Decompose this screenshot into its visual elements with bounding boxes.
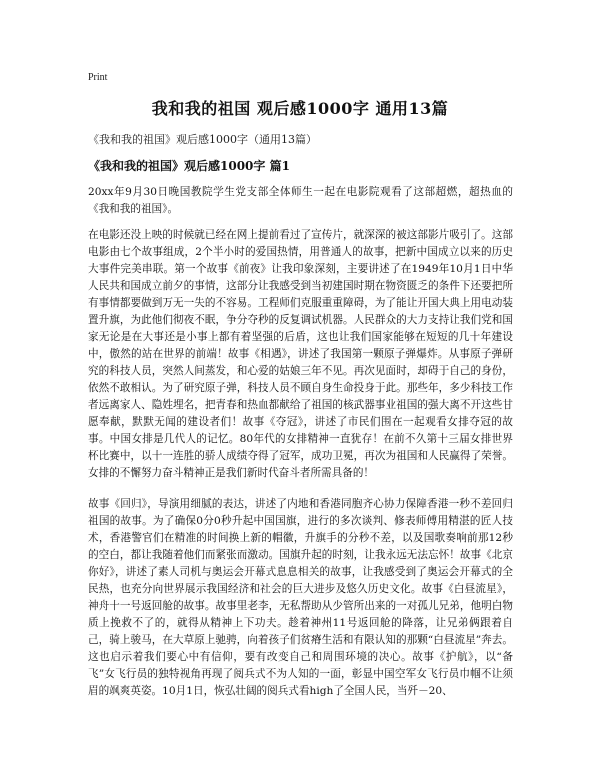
- document-subtitle: 《我和我的祖国》观后感1000字（通用13篇）: [88, 133, 317, 146]
- paragraph-stories-part-1: 在电影还没上映的时候就已经在网上提前看过了宣传片，就深深的被这部影片吸引了。这部电影由七个故事组成，2个半小时的爱国热情，用普通人的故事，把新中国成立以来的历史大事件完美串联。第一个故事《前夜》让我印象深刻，主要讲述了在1949年10月1日中华人民共和国成立前夕的事情，这部分让我感受到当初建国时期在物资匮乏的条件下还要把所有事情都要做到万无一失的不容易。工程师们克服重重障碍，为了能让开国大典上用电动装置升旗，为此他们彻夜不眠，争分夺秒的反复调试机器。人民群众的大力支持让我们党和国家无论是在大事还是小事上都有着坚强的后盾，这也让我们国家能够在短短的几十年建设中，傲然的站在世界的前端！故事《相遇》，讲述了我国第一颗原子弹爆炸。从事原子弹研究的科技人员，突然人间蒸发，和心爱的姑娘三年不见。再次见面时，却碍于自己的身份，依然不敢相认。为了研究原子弹，科技人员不顾自身生命投身于此。那些年，多少科技工作者远离家人、隐姓埋名，把青春和热血都献给了祖国的核武器事业祖国的强大离不开这些甘愿奉献，默默无闻的建设者们！故事《夺冠》，讲述了市民们围在一起观看女排夺冠的故事。中国女排是几代人的记忆。80年代的女排精神一直犹存！在前不久第十三届女排世界杯比赛中，以十一连胜的骄人成绩夺得了冠军，成功卫冕，再次为祖国和人民赢得了荣誉。女排的不懈努力奋斗精神正是我们新时代奋斗者所需具备的！: [88, 229, 513, 479]
- paragraph-stories-part-2: 故事《回归》，导演用细腻的表达，讲述了内地和香港同胞齐心协力保障香港一秒不差回归祖国的故事。为了确保0分0秒升起中国国旗，进行的多次谈判、修表师傅用精湛的匠人技术，香港警官们在精准的时间换上新的帽徽，升旗手的分秒不差，以及国歌奏响前那12秒的空白，都让我随着他们而紧张而激动。国旗升起的时刻，让我永远无法忘怀！故事《北京你好》，讲述了素人司机与奥运会开幕式息息相关的故事，让我感受到了奥运会开幕式的全民热，也充分向世界展示我国经济和社会的巨大进步及悠久历史文化。故事《白昼流星》，神舟十一号返回舱的故事。故事里老李，无私帮助从少管所出来的一对孤儿兄弟，他明白物质上挽救不了的，就得从精神上下功夫。趁着神州11号返回舱的降落，让兄弟俩跟着自己，骑上骏马，在大草原上驰骋，向着孩子们贫瘠生活和有限认知的那颗“白昼流星”奔去。这也启示着我们要心中有信仰，要有改变自己和周围环境的决心。故事《护航》，以“备飞”女飞行员的独特视角再现了阅兵式不为人知的一面，彰显中国空军女飞行员巾帼不让须眉的飒爽英姿。10月1日，恢弘壮阔的阅兵式看high了全国人民，当歼－20、: [88, 498, 513, 697]
- paragraph-intro: 20xx年9月30日晚国教院学生党支部全体师生一起在电影院观看了这部超燃，超热血的《我和我的祖国》。: [88, 186, 513, 215]
- print-link[interactable]: Print: [88, 72, 108, 83]
- section-heading: 《我和我的祖国》观后感1000字 篇1: [88, 159, 290, 173]
- page-title: 我和我的祖国 观后感1000字 通用13篇: [151, 99, 449, 118]
